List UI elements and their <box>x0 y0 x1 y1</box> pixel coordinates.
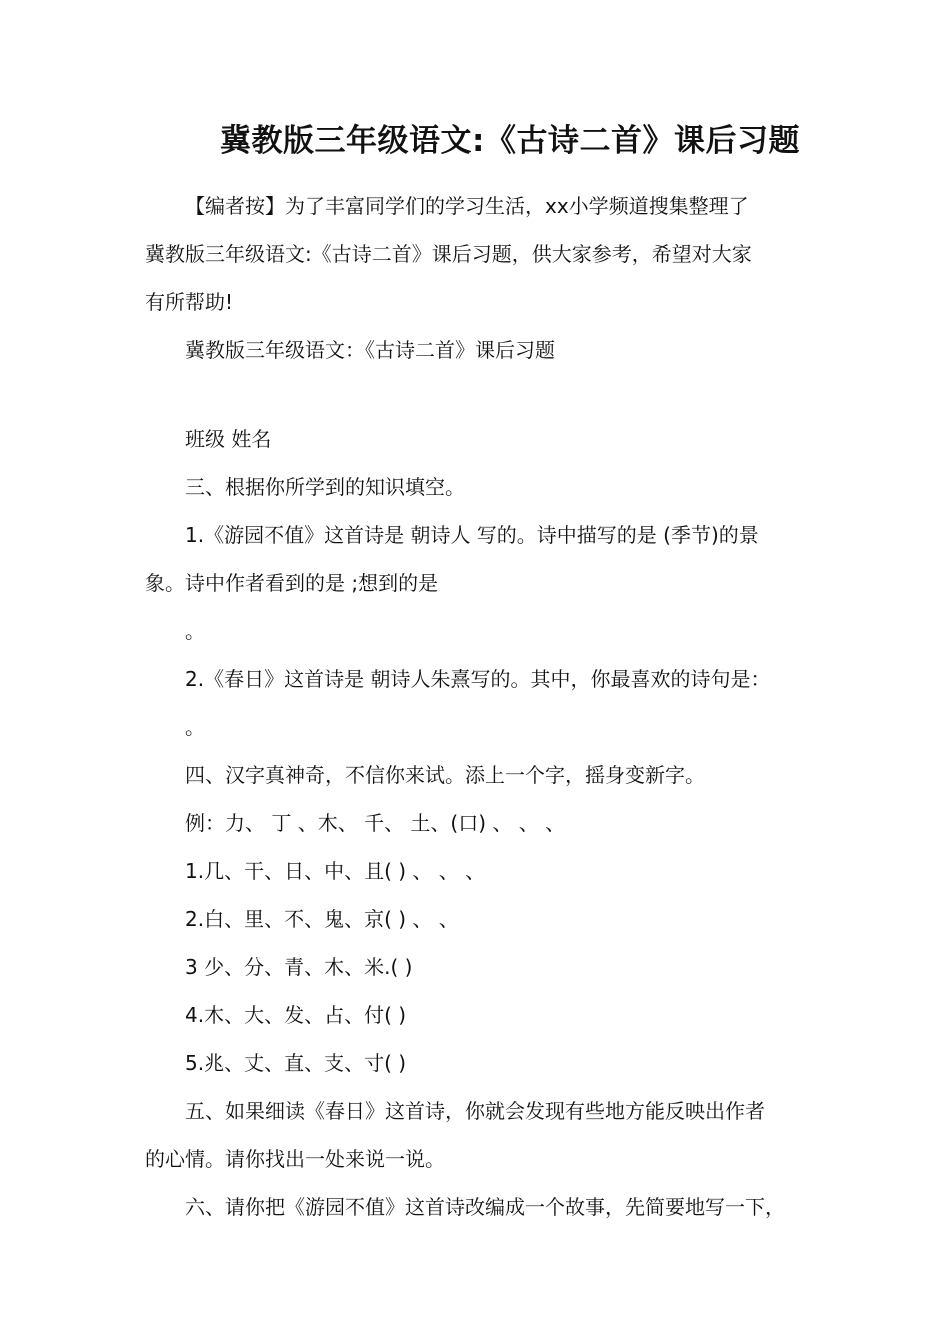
example-line: 例：力、 丁 、木、 千、 土、(口) 、 、 、 <box>185 811 566 835</box>
exercise-3: 3 少、分、青、木、米.( ) <box>185 955 413 979</box>
document-body <box>145 183 815 1230</box>
question-1-end: 。 <box>185 619 205 643</box>
intro-line-3: 有所帮助! <box>145 290 234 314</box>
exercise-2: 2.白、里、不、鬼、京( ) 、 、 <box>185 907 459 931</box>
exercise-5: 5.兆、丈、直、支、寸( ) <box>185 1051 407 1075</box>
section-6-line-1: 六、请你把《游园不值》这首诗改编成一个故事，先简要地写一下， <box>185 1195 785 1219</box>
blank-gap <box>145 373 815 416</box>
question-2: 2.《春日》这首诗是 朝诗人朱熹写的。其中，你最喜欢的诗句是： <box>185 667 771 691</box>
question-2-end: 。 <box>185 715 205 739</box>
section-3-heading: 三、根据你所学到的知识填空。 <box>185 475 465 499</box>
intro-line-1: 【编者按】为了丰富同学们的学习生活，xx小学频道搜集整理了 <box>185 194 749 218</box>
section-4-heading: 四、汉字真神奇，不信你来试。添上一个字，摇身变新字。 <box>185 763 705 787</box>
subtitle-line: 冀教版三年级语文：《古诗二首》课后习题 <box>185 338 555 362</box>
intro-line-2: 冀教版三年级语文:《古诗二首》课后习题，供大家参考，希望对大家 <box>145 242 752 266</box>
class-name-line: 班级 姓名 <box>185 427 272 451</box>
section-5-line-2: 的心情。请你找出一处来说一说。 <box>145 1147 445 1171</box>
document-title: 冀教版三年级语文:《古诗二首》课后习题 <box>220 123 800 159</box>
section-5-line-1: 五、如果细读《春日》这首诗，你就会发现有些地方能反映出作者 <box>185 1099 765 1123</box>
exercise-4: 4.木、大、发、占、付( ) <box>185 1003 407 1027</box>
exercise-1: 1.几、干、日、中、且( ) 、 、 、 <box>185 859 486 883</box>
question-1-line-1: 1.《游园不值》这首诗是 朝诗人 写的。诗中描写的是 (季节)的景 <box>185 523 759 547</box>
question-1-line-2: 象。诗中作者看到的是 ;想到的是 <box>145 571 439 595</box>
